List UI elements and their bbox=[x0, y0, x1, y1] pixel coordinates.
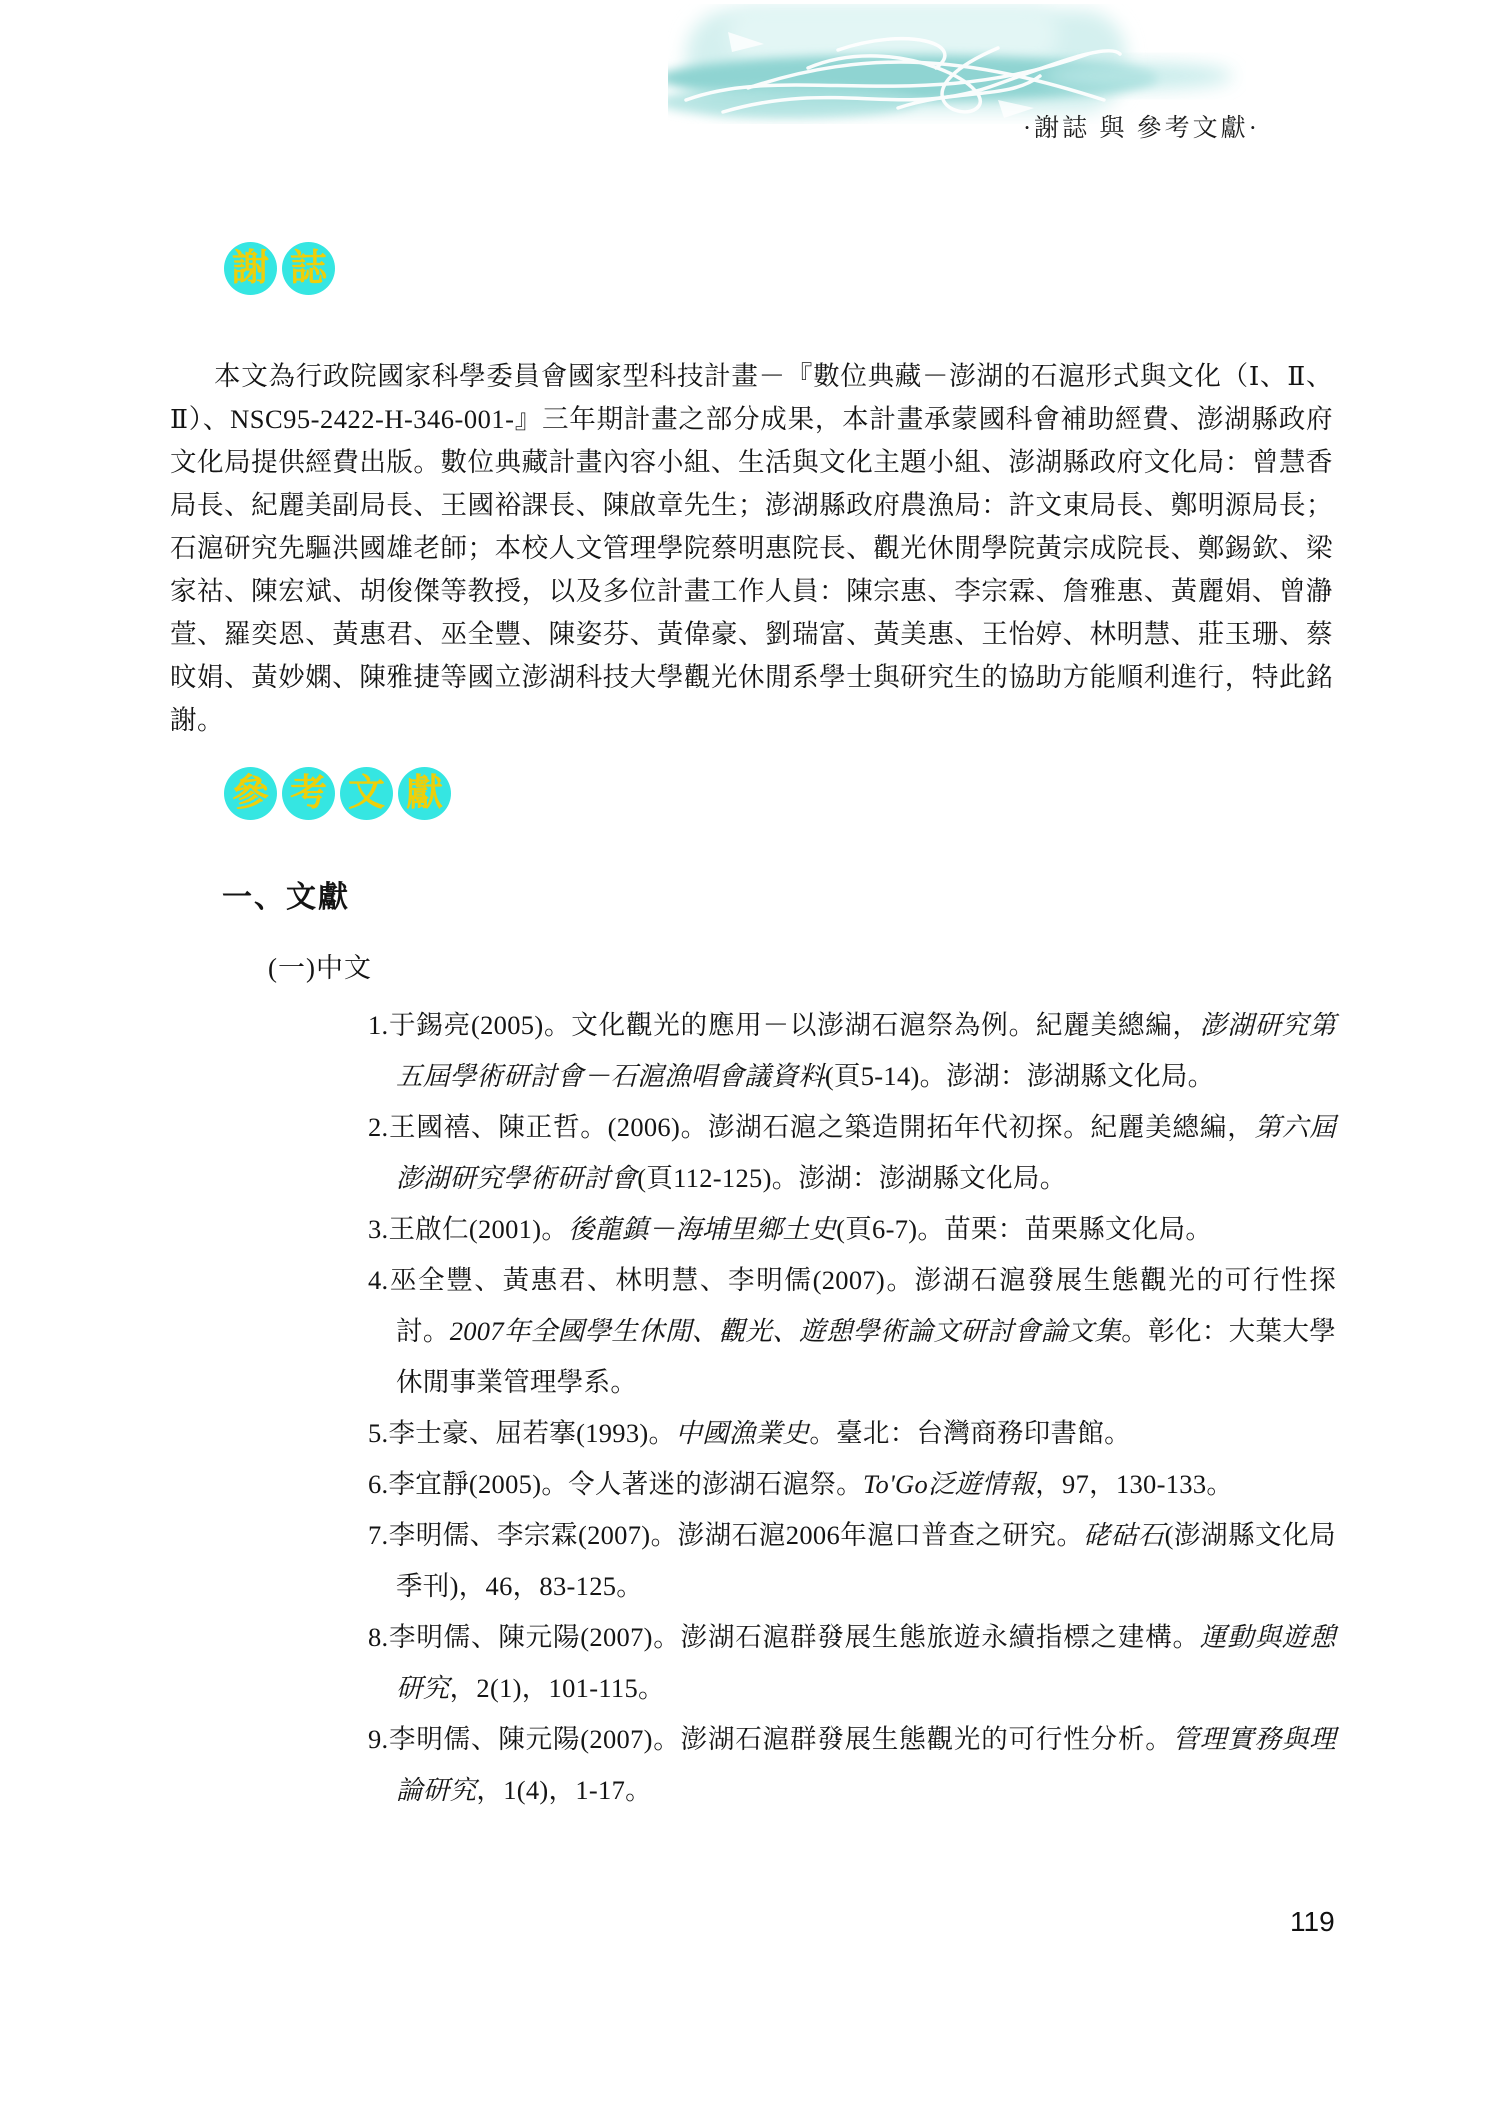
reference-item bbox=[368, 1000, 1336, 1102]
reference-text: 1.于錫亮(2005)。文化觀光的應用－以澎湖石滬祭為例。紀麗美總編， bbox=[368, 1010, 1200, 1040]
watercolor-sea-illustration bbox=[668, 4, 1246, 124]
reference-item bbox=[368, 1459, 1336, 1510]
literature-section-heading: 一、文獻 bbox=[222, 881, 350, 914]
reference-title-italic: To'Go泛遊情報 bbox=[862, 1469, 1036, 1499]
badge-character: 考 bbox=[282, 767, 335, 820]
reference-text: 。臺北：台灣商務印書館。 bbox=[809, 1418, 1131, 1448]
reference-text: (頁112-125)。澎湖：澎湖縣文化局。 bbox=[637, 1163, 1067, 1193]
badge-character: 獻 bbox=[398, 767, 451, 820]
reference-title-italic: 2007年全國學生休閒、觀光、遊憩學術論文研討會論文集 bbox=[449, 1316, 1122, 1346]
reference-item bbox=[368, 1510, 1336, 1612]
reference-text: 9.李明儒、陳元陽(2007)。澎湖石滬群發展生態觀光的可行性分析。 bbox=[368, 1724, 1173, 1754]
acknowledgment-badge bbox=[224, 242, 335, 295]
reference-title-italic: 運動與遊憩研究 bbox=[396, 1622, 1336, 1703]
reference-title-italic: 第六屆澎湖研究學術研討會 bbox=[396, 1112, 1337, 1193]
reference-text: 2.王國禧、陳正哲。(2006)。澎湖石滬之築造開拓年代初探。紀麗美總編， bbox=[368, 1112, 1255, 1142]
reference-item bbox=[368, 1612, 1336, 1714]
running-header-title: ·謝誌 與 參考文獻· bbox=[1022, 115, 1260, 142]
reference-title-italic: 後龍鎮－海埔里鄉土史 bbox=[568, 1214, 837, 1244]
acknowledgment-paragraph: 本文為行政院國家科學委員會國家型科技計畫－『數位典藏－澎湖的石滬形式與文化（Ⅰ、Ⅱ、Ⅱ）、NSC95-2422-H-346-001-』三年期計畫之部分成果，本計畫承蒙國科會補助經費、澎湖縣政府文化局提供經費出版。數位典藏計畫內容小組、生活與文化主題小組、澎湖縣政府文化局：曾慧香局長、紀麗美副局長、王國裕課長、陳啟章先生；澎湖縣政府農漁局：許文東局長、鄭明源局長；石滬研究先驅洪國雄老師；本校人文管理學院蔡明惠院長、觀光休閒學院黃宗成院長、鄭錫欽、梁家祜、陳宏斌、胡俊傑等教授，以及多位計畫工作人員：陳宗惠、李宗霖、詹雅惠、黃麗娟、曾瀞萱、羅奕恩、黃惠君、巫全豐、陳姿芬、黃偉豪、劉瑞富、黃美惠、王怡婷、林明慧、莊玉珊、蔡旼娟、黃妙嫻、陳雅捷等國立澎湖科技大學觀光休閒系學士與研究生的協助方能順利進行，特此銘謝。 bbox=[170, 360, 1333, 735]
references-badge bbox=[224, 767, 451, 820]
header-watercolor-art bbox=[668, 4, 1246, 124]
reference-text: (澎湖縣文化局季刊)，46，83-125。 bbox=[396, 1520, 1336, 1601]
reference-text: 6.李宜靜(2005)。令人著迷的澎湖石滬祭。 bbox=[368, 1469, 863, 1499]
reference-text: ，1(4)，1-17。 bbox=[476, 1775, 652, 1805]
reference-text: 3.王啟仁(2001)。 bbox=[368, 1214, 569, 1244]
reference-title-italic: 管理實務與理論研究 bbox=[396, 1724, 1336, 1805]
badge-character: 文 bbox=[340, 767, 393, 820]
reference-title-italic: 中國漁業史 bbox=[675, 1418, 810, 1448]
page-number: 119 bbox=[1290, 1906, 1335, 1937]
reference-item bbox=[368, 1102, 1336, 1204]
reference-title-italic: 硓𥑮石 bbox=[1083, 1520, 1165, 1550]
chinese-subsection-heading: (一)中文 bbox=[268, 953, 372, 983]
reference-text: 。彰化：大葉大學休閒事業管理學系。 bbox=[396, 1316, 1336, 1397]
badge-character: 謝 bbox=[224, 242, 277, 295]
reference-text: 5.李士豪、屈若搴(1993)。 bbox=[368, 1418, 676, 1448]
reference-item bbox=[368, 1408, 1336, 1459]
reference-text: (頁5-14)。澎湖：澎湖縣文化局。 bbox=[824, 1061, 1215, 1091]
reference-text: ，97，130-133。 bbox=[1035, 1469, 1234, 1499]
reference-text: 7.李明儒、李宗霖(2007)。澎湖石滬2006年滬口普查之研究。 bbox=[368, 1520, 1084, 1550]
badge-character: 誌 bbox=[282, 242, 335, 295]
reference-item bbox=[368, 1714, 1336, 1816]
reference-item bbox=[368, 1255, 1336, 1408]
reference-text: 4.巫全豐、黃惠君、林明慧、李明儒(2007)。澎湖石滬發展生態觀光的可行性探討。 bbox=[368, 1265, 1336, 1346]
reference-text: 8.李明儒、陳元陽(2007)。澎湖石滬群發展生態旅遊永續指標之建構。 bbox=[368, 1622, 1200, 1652]
badge-character: 參 bbox=[224, 767, 277, 820]
reference-title-italic: 澎湖研究第五屆學術研討會－石滬漁唱會議資料 bbox=[396, 1010, 1336, 1091]
reference-text: ，2(1)，101-115。 bbox=[449, 1673, 665, 1703]
reference-item bbox=[368, 1204, 1336, 1255]
reference-text: (頁6-7)。苗栗：苗栗縣文化局。 bbox=[836, 1214, 1213, 1244]
reference-list bbox=[368, 1000, 1336, 1816]
